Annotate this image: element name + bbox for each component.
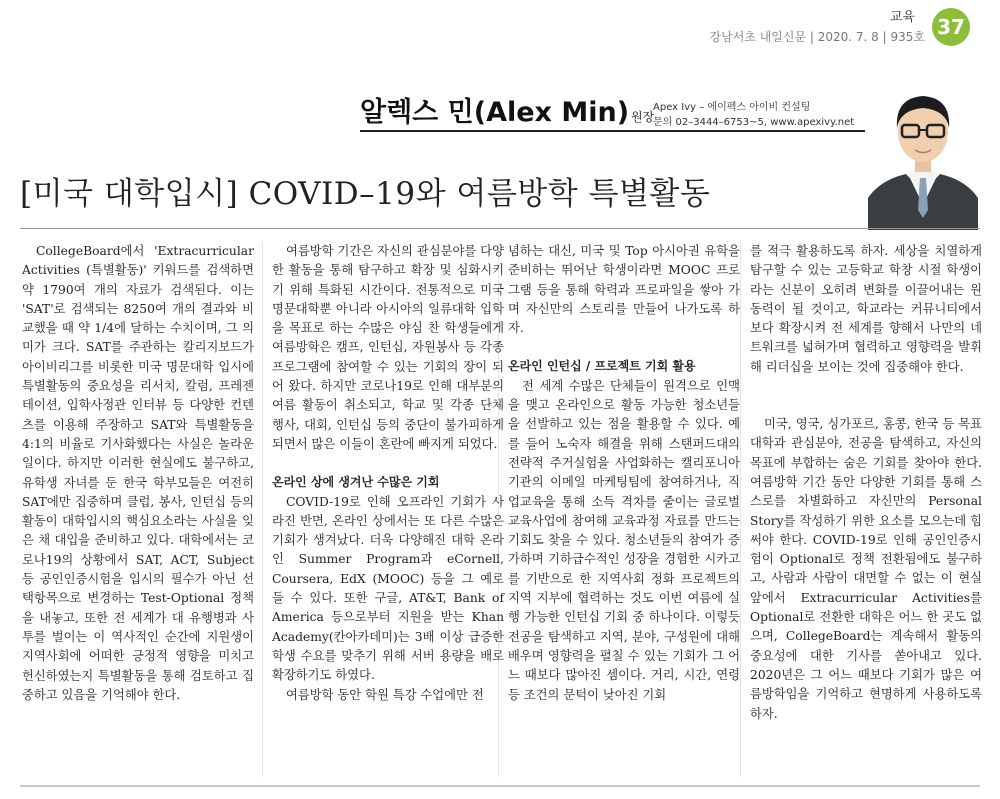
article-column-2 — [272, 242, 504, 705]
subheading: 온라인 상에 생겨난 수많은 기회 — [272, 475, 440, 490]
column-divider — [740, 242, 741, 777]
article-column-3 — [508, 242, 740, 705]
author-contact: 문의 02–3444–6753~5, www.apexivy.net — [653, 117, 855, 128]
body-paragraph: CollegeBoard에서 'Extracurricular Activities (특별활동)' 키워드를 검색하면 약 1790여 개의 자료가 검색된다. 이는 'SAT'로 검색되는 8250여 개의 결과와 비교했을 때 약 1/4에 달하는 수치이며, 그 의미가 크다. SAT를 주관하는 칼리지보드가 아이비리그를 비롯한 미국 명문대학 입시에 특별활동의 중요성을 리서치, 칼럼, 프레젠테이션, 입학사정관 인터뷰 등 다양한 컨텐츠를 이용해 주장하고 SAT와 특별활동을 4:1의 비율로 기사화했다는 사실은 놀라운 일이다. 하지만 이러한 현실에도 불구하고, 유학생 자녀를 둔 한국 학부모들은 여전히 SAT에만 집중하며 클럽, 봉사, 인턴십 등의 활동이 대학입시의 핵심요소라는 사실을 잊은 채 대입을 준비하고 있다. 대학에서는 코로나19의 상황에서 SAT, ACT, Subject 등 공인인증시험을 입시의 필수가 아닌 선택항목으로 변경하는 Test-Optional 정책을 내놓고, 또한 전 세계가 대 유행병과 사투를 벌이는 이 역사적인 순간에 지원생이 지역사회에 어떠한 긍정적 영향을 미치고 헌신하였는지 특별활동을 통해 검토하고 집중하고 있음을 기억해야 한다. — [22, 244, 254, 702]
publication-info: 강남서초 내일신문 | 2020. 7. 8 | 935호 — [709, 30, 925, 44]
headline-rule — [20, 228, 980, 229]
body-paragraph: COVID-19로 인해 오프라인 기회가 사라진 반면, 온라인 상에서는 또 다른 수많은 기회가 생겨났다. 더욱 다양해진 대학 온라인 Summer Program과 eCornell, Coursera, EdX (MOOC) 등을 그 예로 들 수 있다. 또한 구글, AT&T, Bank of America 등으로부터 지원을 받는 Khan Academy(칸아카데미)는 3배 이상 급증한 학생 수요를 맞추기 위해 서버 용량을 배로 확장하기도 하였다. — [272, 494, 504, 683]
author-org-line1: Apex Ivy – 에이펙스 아이비 컨설팅 — [653, 102, 811, 113]
body-paragraph: 여름방학 기간은 자신의 관심분야를 다양한 활동을 통해 탐구하고 확장 및 심화시키기 위해 특화된 시간이다. 전통적으로 미국 명문대학뿐 아니라 아시아의 일류대학 입학을 목표로 하는 수많은 야심 찬 학생들에게 여름방학은 캠프, 인턴십, 자원봉사 등 각종 프로그램에 참여할 수 있는 기회의 장이 되어 왔다. 하지만 코로나19로 인해 대부분의 여름 활동이 취소되고, 학교 및 각종 단체 행사, 대회, 인턴십 등의 중단이 불가피하게 되면서 많은 이들이 혼란에 빠지게 되었다. — [272, 244, 504, 451]
subheading: 온라인 인턴십 / 프로젝트 기회 활용 — [508, 359, 696, 374]
author-role: 원장 — [631, 110, 655, 124]
author-org — [653, 100, 854, 130]
page-number-badge: 37 — [932, 8, 970, 46]
bottom-rule — [20, 785, 980, 787]
body-paragraph: 미국, 영국, 싱가포르, 홍콩, 한국 등 목표대학과 관심분야, 전공을 탐색하고, 자신의 목표에 부합하는 숨은 기회를 찾아야 한다. 여름방학 기간 동안 다양한 기회를 통해 스스로를 차별화하고 자신만의 Personal Story를 작성하기 위한 요소를 모으는데 힘써야 한다. COVID-19로 인해 공인인증시험이 Optional로 정책 전환됨에도 불구하고, 사람과 사람이 대면할 수 없는 이 현실 앞에서 Extracurricular Activities를 Optional로 전환한 대학은 어느 한 곳도 없으며, CollegeBoard는 계속해서 활동의 중요성에 대한 기사를 쏟아내고 있다. 2020년은 그 어느 때보다 기회가 많은 여름방학임을 기억하고 현명하게 사용하도록 하자. — [750, 417, 982, 721]
article-column-4 — [750, 242, 982, 724]
body-paragraph: 를 적극 활용하도록 하자. 세상을 치열하게 탐구할 수 있는 고등학교 학창 시절 학생이라는 신분이 오히려 변화를 이끌어내는 원동력이 될 것이고, 학교라는 커뮤니티에서 보다 확장시켜 전 세계를 향해서 나만의 네트워크를 넓혀가며 협력하고 영향력을 발휘해 리더십을 보이는 것에 집중해야 한다. — [750, 244, 982, 374]
article-column-1 — [22, 242, 254, 705]
byline-rule — [360, 130, 865, 132]
body-paragraph: 념하는 대신, 미국 및 Top 아시아권 유학을 준비하는 뛰어난 학생이라면 MOOC 프로그램 등을 통해 학력과 프로파일을 쌓아 가며 자신만의 스토리를 만들어 나가도록 하자. — [508, 244, 740, 336]
author-name — [360, 90, 654, 129]
section-label: 교육 — [889, 10, 915, 25]
column-divider — [262, 242, 263, 777]
author-portrait — [868, 70, 978, 230]
body-paragraph: 여름방학 동안 학원 특강 수업에만 전 — [286, 687, 484, 702]
article-headline: [미국 대학입시] COVID–19와 여름방학 특별활동 — [20, 176, 711, 212]
author-name-text: 알렉스 민(Alex Min) — [360, 97, 630, 128]
body-paragraph: 전 세계 수많은 단체들이 원격으로 인맥을 맺고 온라인으로 활동 가능한 청소년들을 선발하고 있는 점을 활용할 수 있다. 예를 들어 노숙자 해결을 위해 스탠퍼드대의 전략적 주거실험을 사업화하는 캘리포니아 기관의 이메일 마케팅팀에 참여하거나, 직업교육을 통해 소득 격차를 줄이는 글로벌 교육사업에 참여해 교육과정 자료를 만드는 기회도 찾을 수 있다. 청소년들의 참여가 증가하며 기하급수적인 성장을 경험한 시카고를 기반으로 한 지역사회 정화 프로젝트의 지역 지부에 협력하는 것도 이번 여름에 실행 가능한 인턴십 기회 중 하나이다. 이렇듯 전공을 탐색하고 지역, 분야, 구성원에 대해 배우며 영향력을 펼칠 수 있는 기회가 그 어느 때보다 많아진 셈이다. 거리, 시간, 연령 등 조건의 문턱이 낮아진 기회 — [508, 378, 740, 702]
